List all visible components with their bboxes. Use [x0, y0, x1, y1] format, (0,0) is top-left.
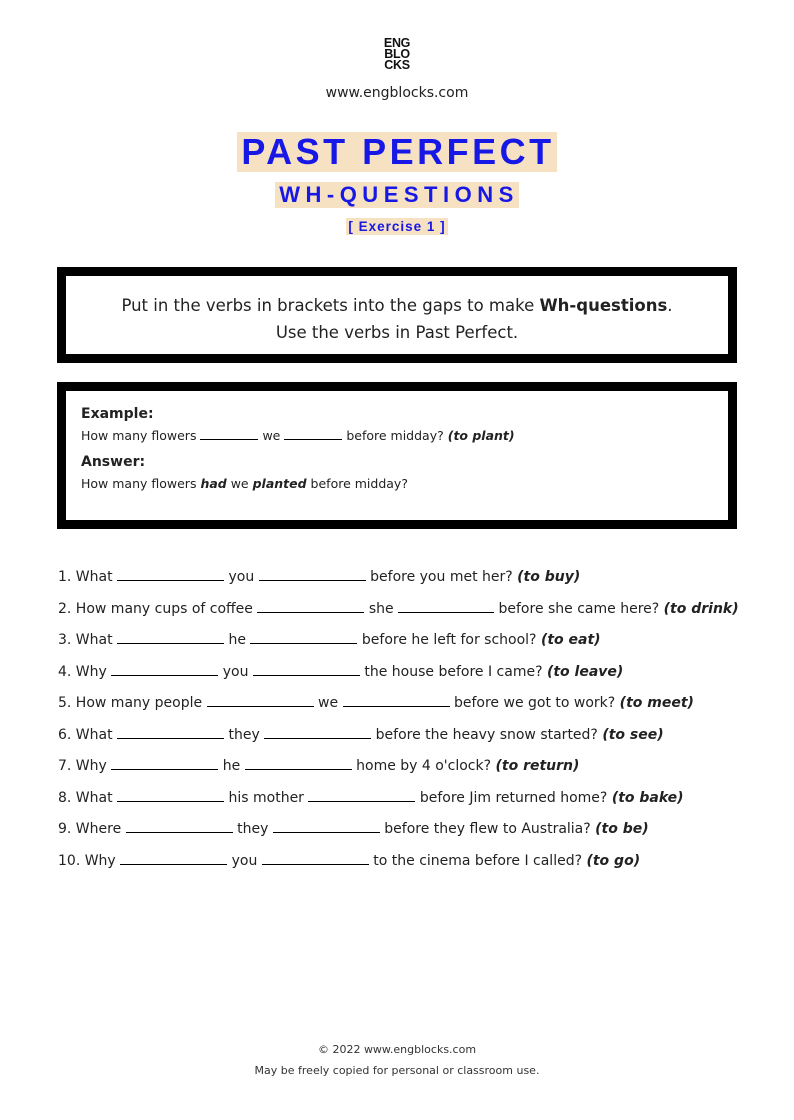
answer-blank[interactable]	[253, 662, 360, 676]
answer-blank[interactable]	[250, 630, 357, 644]
answer-blank[interactable]	[308, 788, 415, 802]
example-text: we	[262, 428, 281, 443]
question-text: she	[368, 601, 394, 617]
answer-blank[interactable]	[259, 567, 366, 581]
question-item	[58, 630, 601, 650]
page-title: PAST PERFECT	[237, 132, 556, 172]
answer-blank[interactable]	[117, 567, 224, 581]
question-text: before we got to work?	[453, 695, 616, 711]
instructions-keyword: Wh-questions	[539, 296, 668, 315]
question-item	[58, 851, 640, 871]
example-text: before midday?	[346, 428, 444, 443]
question-item	[58, 662, 623, 682]
question-text: you	[228, 569, 255, 585]
example-blank	[200, 428, 258, 440]
question-text: 7. Why	[58, 758, 107, 774]
verb-hint: (to be)	[595, 821, 649, 837]
logo-line: ENG	[383, 36, 411, 50]
question-text: 6. What	[58, 727, 113, 743]
exercise-label: [ Exercise 1 ]	[348, 219, 446, 234]
logo-line: BLO	[384, 47, 410, 61]
answer-blank[interactable]	[120, 851, 227, 865]
example-question	[81, 427, 728, 445]
verb-hint: (to eat)	[540, 632, 601, 648]
question-text: you	[222, 664, 249, 680]
answer-blank[interactable]	[117, 788, 224, 802]
question-text: 2. How many cups of coffee	[58, 601, 253, 617]
answer-verb: had	[200, 476, 227, 491]
question-item	[58, 788, 684, 808]
answer-blank[interactable]	[262, 851, 369, 865]
verb-hint: (to go)	[586, 853, 641, 869]
question-item	[58, 819, 649, 839]
page-subtitle: WH-QUESTIONS	[275, 182, 519, 208]
instructions-text: Put in the verbs in brackets into the gaps to make	[121, 296, 540, 315]
answer-blank[interactable]	[264, 725, 371, 739]
answer-blank[interactable]	[126, 819, 233, 833]
question-text: they	[228, 727, 260, 743]
question-text: before she came here?	[498, 601, 660, 617]
question-text: he	[228, 632, 246, 648]
instructions-text: .	[667, 296, 673, 315]
verb-hint: (to drink)	[663, 601, 739, 617]
logo-line: CKS	[384, 58, 410, 72]
answer-blank[interactable]	[207, 693, 314, 707]
question-text: you	[231, 853, 258, 869]
answer-blank[interactable]	[111, 662, 218, 676]
example-box	[57, 382, 737, 529]
answer-label: Answer:	[81, 454, 146, 470]
question-text: 4. Why	[58, 664, 107, 680]
question-text: before the heavy snow started?	[375, 727, 598, 743]
verb-hint: (to leave)	[546, 664, 624, 680]
question-item	[58, 756, 579, 776]
example-label: Example:	[81, 406, 154, 422]
verb-hint: (to buy)	[517, 569, 581, 585]
answer-verb: planted	[252, 476, 307, 491]
question-text: they	[237, 821, 269, 837]
question-text: he	[222, 758, 241, 774]
question-text: before Jim returned home?	[419, 790, 608, 806]
question-text: 10. Why	[58, 853, 116, 869]
verb-hint: (to bake)	[611, 790, 684, 806]
answer-blank[interactable]	[257, 599, 364, 613]
question-text: 9. Where	[58, 821, 122, 837]
example-hint: (to plant)	[447, 428, 515, 443]
answer-blank[interactable]	[245, 756, 352, 770]
answer-blank[interactable]	[117, 630, 224, 644]
question-text: before he left for school?	[361, 632, 537, 648]
question-item	[58, 567, 580, 587]
question-item	[58, 599, 739, 619]
question-text: the house before I came?	[364, 664, 543, 680]
question-text: 3. What	[58, 632, 113, 648]
footer-copyright: © 2022 www.engblocks.com	[317, 1043, 477, 1056]
answer-blank[interactable]	[111, 756, 218, 770]
question-text: 8. What	[58, 790, 113, 806]
answer-blank[interactable]	[398, 599, 494, 613]
question-text: before they flew to Australia?	[384, 821, 591, 837]
example-text: How many flowers	[81, 428, 197, 443]
instructions-box	[57, 267, 737, 363]
question-item	[58, 693, 694, 713]
example-blank	[284, 428, 342, 440]
example-answer	[81, 475, 728, 493]
question-text: we	[318, 695, 339, 711]
answer-blank[interactable]	[343, 693, 450, 707]
question-text: 5. How many people	[58, 695, 203, 711]
answer-blank[interactable]	[117, 725, 224, 739]
engblocks-logo	[0, 38, 794, 71]
footer-note: May be freely copied for personal or classroom use.	[254, 1064, 540, 1077]
verb-hint: (to return)	[495, 758, 580, 774]
answer-text: we	[226, 476, 253, 491]
answer-blank[interactable]	[273, 819, 380, 833]
question-text: his mother	[228, 790, 304, 806]
question-text: to the cinema before I called?	[373, 853, 583, 869]
site-url: www.engblocks.com	[325, 85, 469, 101]
question-text: 1. What	[58, 569, 113, 585]
verb-hint: (to meet)	[619, 695, 694, 711]
question-text: before you met her?	[370, 569, 513, 585]
answer-text: How many flowers	[81, 476, 201, 491]
instructions-line-2: Use the verbs in Past Perfect.	[275, 323, 519, 342]
instructions-line-1	[66, 292, 728, 319]
question-text: home by 4 o'clock?	[356, 758, 492, 774]
answer-text: before midday?	[306, 476, 408, 491]
question-item	[58, 725, 664, 745]
verb-hint: (to see)	[602, 727, 664, 743]
